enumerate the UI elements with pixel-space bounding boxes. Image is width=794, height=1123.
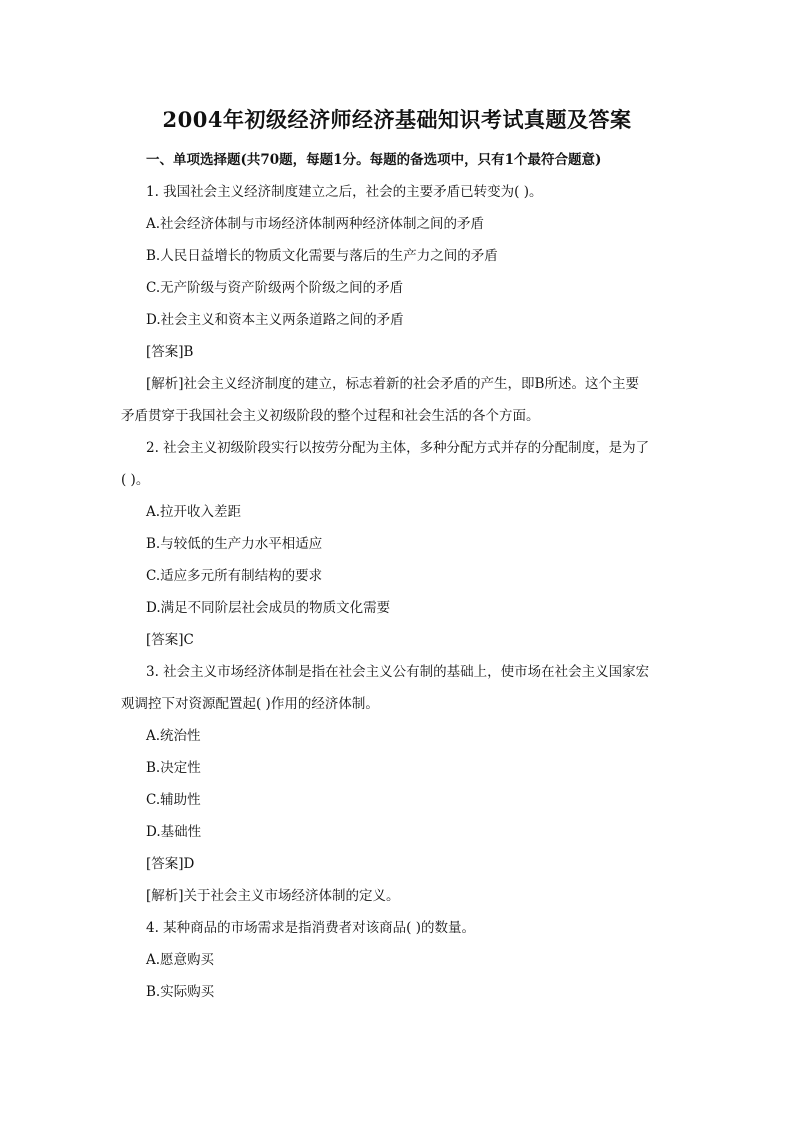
- question-3-stem-cont: 观调控下对资源配置起( )作用的经济体制。: [121, 696, 379, 712]
- question-1-option-b: B.人民日益增长的物质文化需要与落后的生产力之间的矛盾: [146, 248, 498, 264]
- question-1-option-c: C.无产阶级与资产阶级两个阶级之间的矛盾: [146, 280, 404, 296]
- question-2-option-b: B.与较低的生产力水平相适应: [146, 536, 323, 552]
- question-2-option-c: C.适应多元所有制结构的要求: [146, 568, 323, 584]
- question-2-option-d: D.满足不同阶层社会成员的物质文化需要: [146, 600, 391, 616]
- question-1-stem: 1. 我国社会主义经济制度建立之后，社会的主要矛盾已转变为( )。: [146, 184, 543, 200]
- question-1-option-d: D.社会主义和资本主义两条道路之间的矛盾: [146, 312, 404, 328]
- document-title: 2004年初级经济师经济基础知识考试真题及答案: [162, 107, 632, 132]
- question-4-option-b: B.实际购买: [146, 984, 215, 1000]
- question-3-answer: [答案]D: [146, 856, 195, 872]
- question-2-stem: 2. 社会主义初级阶段实行以按劳分配为主体，多种分配方式并存的分配制度，是为了: [146, 440, 650, 456]
- question-1-analysis: [解析]社会主义经济制度的建立，标志着新的社会矛盾的产生，即B所述。这个主要: [146, 376, 639, 392]
- question-3-stem: 3. 社会主义市场经济体制是指在社会主义公有制的基础上，使市场在社会主义国家宏: [146, 664, 650, 680]
- question-3-option-b: B.决定性: [146, 760, 201, 776]
- question-3-analysis: [解析]关于社会主义市场经济体制的定义。: [146, 888, 400, 904]
- question-2-option-a: A.拉开收入差距: [146, 504, 242, 520]
- question-3-option-d: D.基础性: [146, 824, 202, 840]
- question-1-answer: [答案]B: [146, 344, 194, 360]
- question-4-stem: 4. 某种商品的市场需求是指消费者对该商品( )的数量。: [146, 920, 475, 936]
- question-3-option-a: A.统治性: [146, 728, 201, 744]
- question-3-option-c: C.辅助性: [146, 792, 201, 808]
- question-2-stem-cont: ( )。: [121, 472, 150, 488]
- question-1-option-a: A.社会经济体制与市场经济体制两种经济体制之间的矛盾: [146, 216, 485, 232]
- question-1-analysis-cont: 矛盾贯穿于我国社会主义初级阶段的整个过程和社会生活的各个方面。: [121, 408, 540, 424]
- section-heading: 一、单项选择题(共70题，每题1分。每题的备选项中，只有1个最符合题意): [146, 152, 602, 168]
- question-2-answer: [答案]C: [146, 632, 194, 648]
- question-4-option-a: A.愿意购买: [146, 952, 215, 968]
